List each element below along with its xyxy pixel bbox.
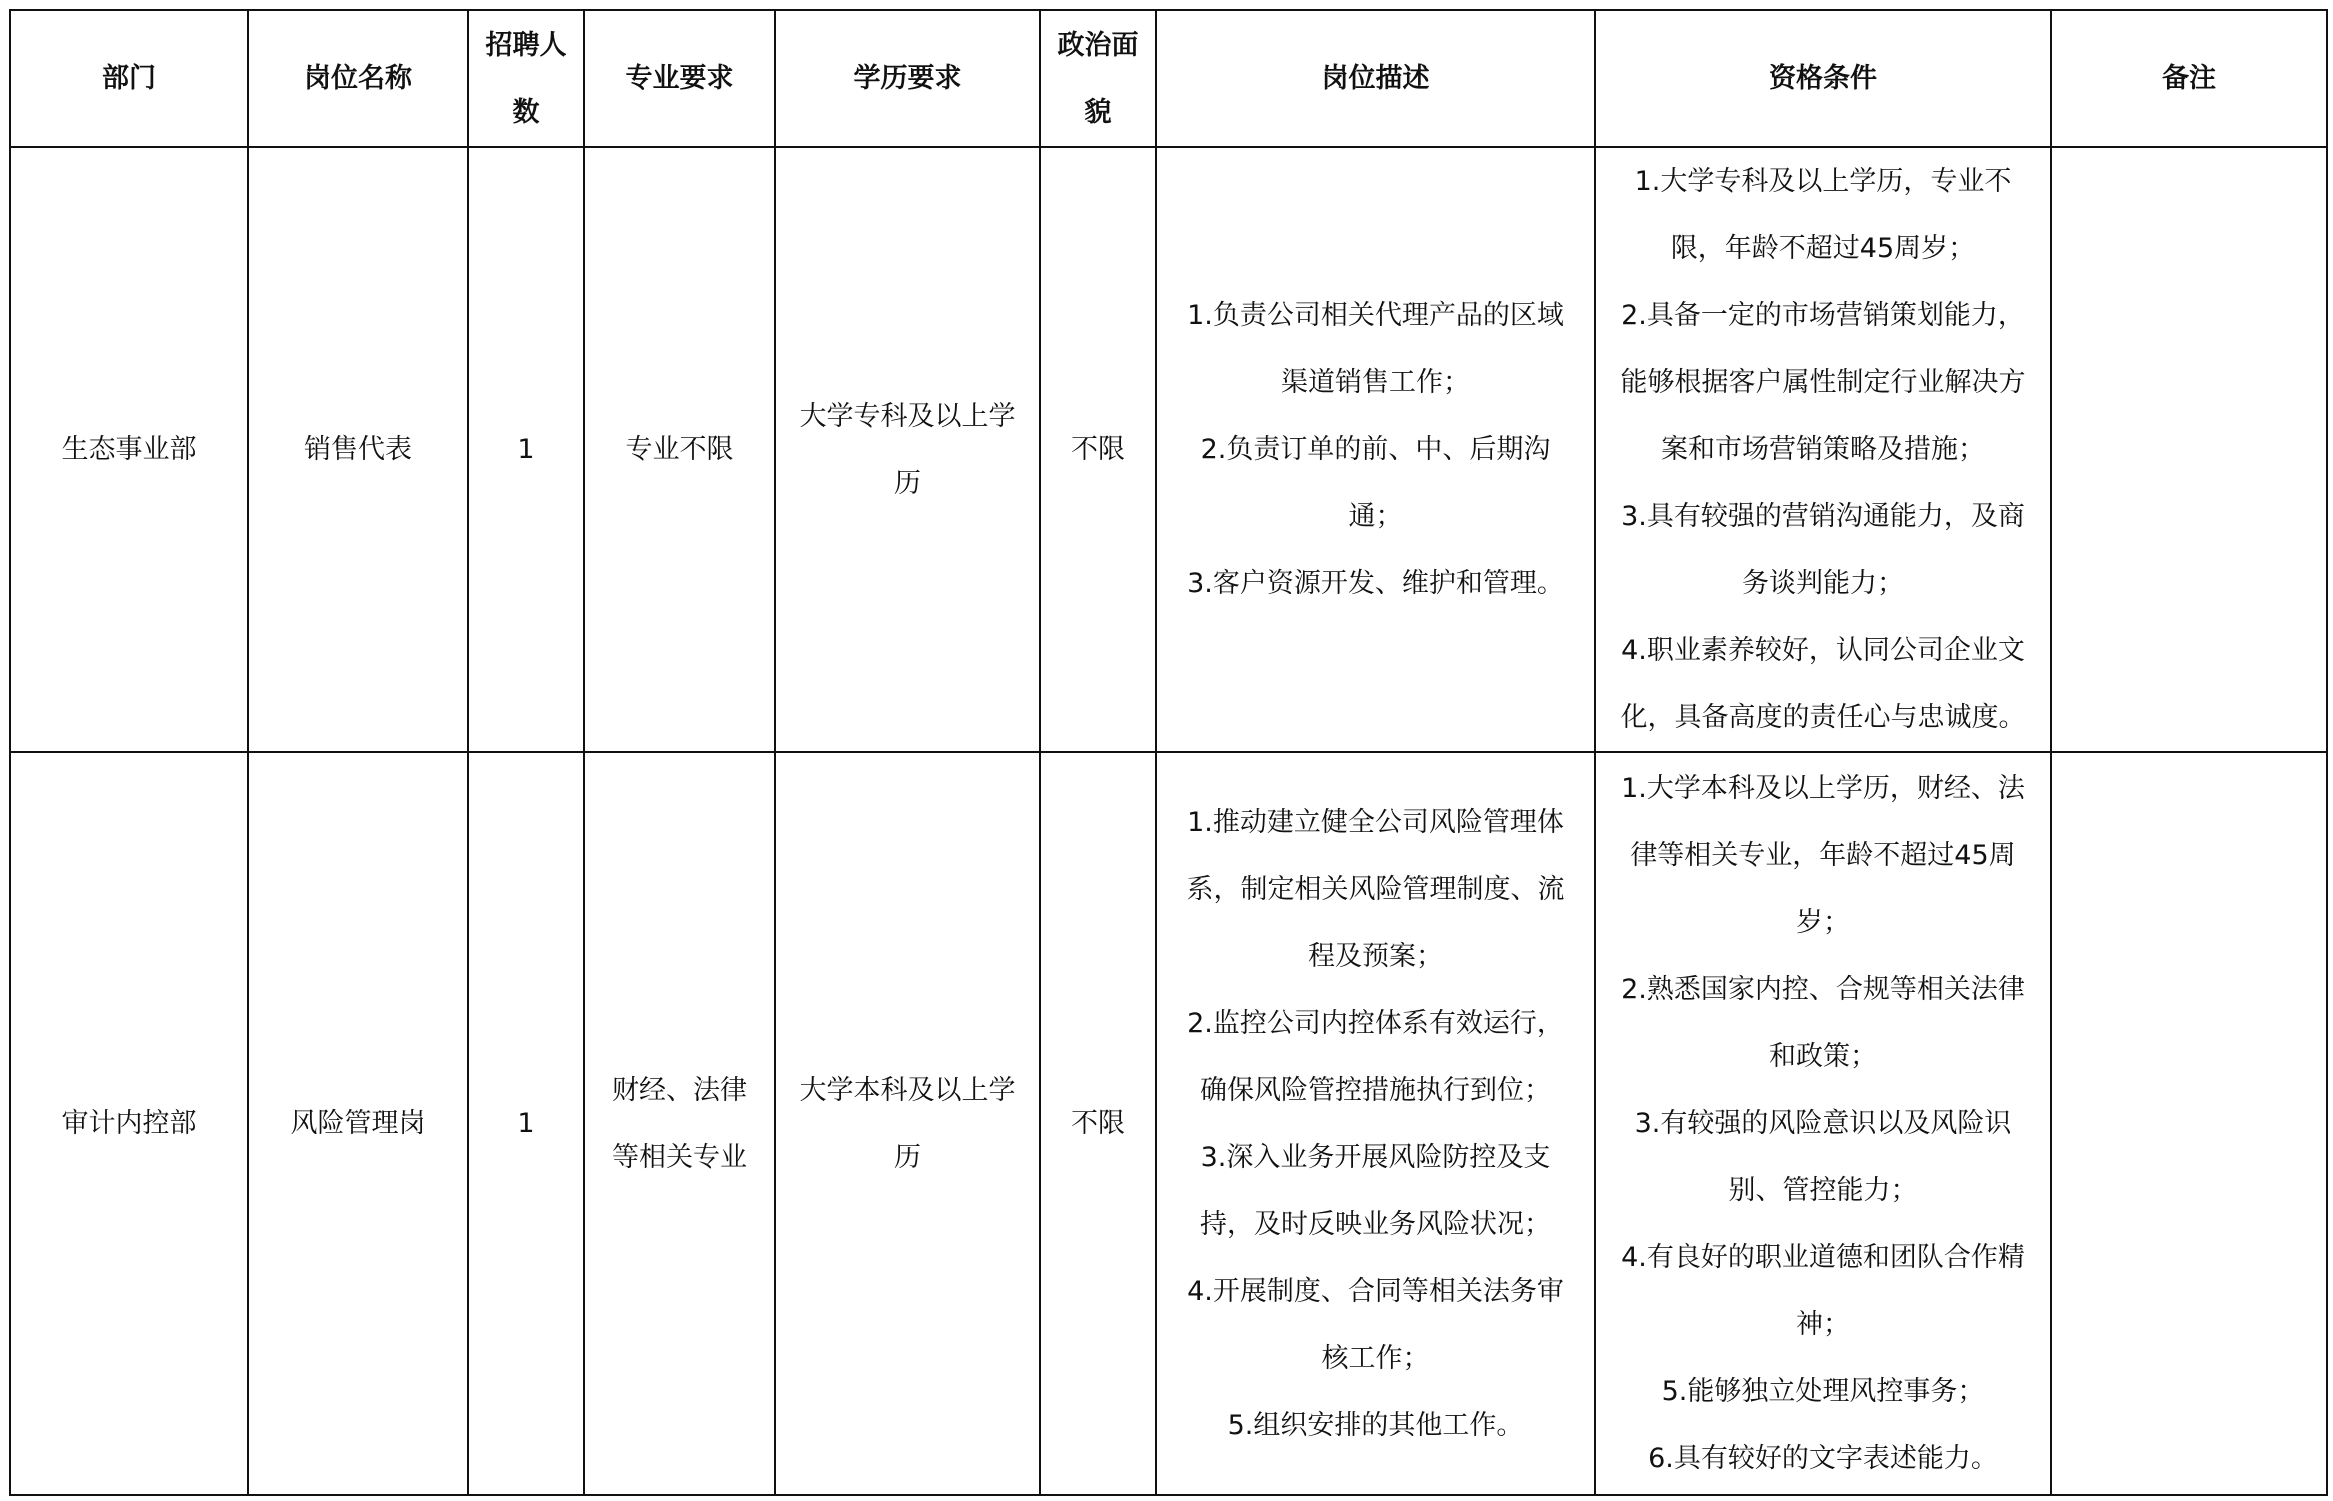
cell-text-line: 1.大学专科及以上学历，专业不 bbox=[1634, 166, 2012, 197]
cell-text-line: 4.有良好的职业道德和团队合作精 bbox=[1621, 1242, 2025, 1273]
cell-text-line: 4.职业素养较好，认同公司企业文 bbox=[1621, 635, 2025, 666]
cell-text-line: 审计内控部 bbox=[61, 1108, 197, 1139]
cell-major bbox=[584, 147, 775, 752]
cell-text-line: 财经、法律 bbox=[612, 1074, 747, 1106]
cell-qualifications bbox=[1595, 752, 2051, 1495]
cell-text-line: 通； bbox=[1348, 501, 1403, 532]
cell-text-line: 生态事业部 bbox=[61, 434, 197, 465]
cell-text-line: 备注 bbox=[2162, 63, 2216, 94]
cell-text-line: 专业不限 bbox=[625, 434, 734, 465]
cell-text-line: 政治面 bbox=[1057, 29, 1139, 61]
cell-political-status bbox=[1040, 752, 1156, 1495]
cell-text-line: 律等相关专业，年龄不超过45周 bbox=[1630, 840, 2016, 871]
cell-text-line: 岗位描述 bbox=[1321, 63, 1430, 94]
header-education bbox=[775, 10, 1040, 147]
cell-text-line: 2.熟悉国家内控、合规等相关法律 bbox=[1621, 974, 2025, 1005]
header-major bbox=[584, 10, 775, 147]
cell-headcount bbox=[468, 147, 584, 752]
table-row bbox=[10, 147, 2327, 752]
cell-text-line: 核工作； bbox=[1321, 1342, 1430, 1374]
header-remarks bbox=[2051, 10, 2327, 147]
cell-text-line: 3.具有较强的营销沟通能力，及商 bbox=[1621, 501, 2025, 532]
cell-text-line: 能够根据客户属性制定行业解决方 bbox=[1620, 367, 2026, 398]
cell-education bbox=[775, 752, 1040, 1495]
cell-department bbox=[10, 752, 248, 1495]
cell-text-line: 系，制定相关风险管理制度、流 bbox=[1186, 873, 1565, 905]
cell-text-line: 和政策； bbox=[1769, 1041, 1877, 1072]
cell-text-line: 5.能够独立处理风控事务； bbox=[1661, 1376, 1985, 1407]
cell-remarks bbox=[2051, 147, 2327, 752]
cell-text-line: 别、管控能力； bbox=[1728, 1175, 1918, 1206]
cell-text-line: 大学专科及以上学 bbox=[799, 400, 1016, 432]
cell-text-line: 2.负责订单的前、中、后期沟 bbox=[1200, 434, 1551, 465]
cell-text-line: 务谈判能力； bbox=[1742, 568, 1904, 599]
cell-education bbox=[775, 147, 1040, 752]
cell-text-line: 大学本科及以上学 bbox=[799, 1074, 1016, 1106]
header-row bbox=[10, 10, 2327, 147]
cell-text-line: 限，年龄不超过45周岁； bbox=[1670, 233, 1976, 264]
header-job-description bbox=[1156, 10, 1595, 147]
cell-text-line: 资格条件 bbox=[1769, 63, 1877, 94]
cell-text-line: 部门 bbox=[102, 63, 156, 94]
cell-text-line: 化，具备高度的责任心与忠诚度。 bbox=[1620, 702, 2026, 733]
cell-text-line: 数 bbox=[512, 96, 540, 128]
header-qualifications bbox=[1595, 10, 2051, 147]
cell-text-line: 招聘人 bbox=[485, 29, 567, 61]
cell-text-line: 确保风险管控措施执行到位； bbox=[1200, 1074, 1551, 1106]
cell-position bbox=[248, 752, 468, 1495]
header-position bbox=[248, 10, 468, 147]
cell-qualifications bbox=[1595, 147, 2051, 752]
cell-text-line: 专业要求 bbox=[625, 63, 734, 94]
cell-text-line: 1 bbox=[517, 1108, 535, 1139]
cell-text-line: 不限 bbox=[1071, 1108, 1125, 1139]
cell-department bbox=[10, 147, 248, 752]
cell-text-line: 6.具有较好的文字表述能力。 bbox=[1648, 1443, 1998, 1474]
cell-text-line: 2.具备一定的市场营销策划能力， bbox=[1621, 300, 2025, 331]
cell-text-line: 案和市场营销策略及措施； bbox=[1661, 434, 1985, 465]
cell-text-line: 岗位名称 bbox=[304, 63, 412, 94]
cell-text-line: 4.开展制度、合同等相关法务审 bbox=[1187, 1275, 1564, 1307]
cell-position bbox=[248, 147, 468, 752]
cell-text-line: 风险管理岗 bbox=[290, 1108, 426, 1139]
cell-text-line: 3.深入业务开展风险防控及支 bbox=[1200, 1141, 1551, 1173]
cell-text-line: 等相关专业 bbox=[612, 1141, 747, 1173]
header-department bbox=[10, 10, 248, 147]
cell-political-status bbox=[1040, 147, 1156, 752]
cell-text-line: 1.负责公司相关代理产品的区域 bbox=[1187, 300, 1564, 331]
cell-remarks bbox=[2051, 752, 2327, 1495]
table-row bbox=[10, 752, 2327, 1495]
cell-text-line: 岁； bbox=[1796, 907, 1850, 938]
cell-text-line: 貌 bbox=[1084, 96, 1112, 128]
cell-text-line: 历 bbox=[894, 467, 921, 499]
cell-headcount bbox=[468, 752, 584, 1495]
cell-text-line: 神； bbox=[1796, 1309, 1850, 1340]
cell-major bbox=[584, 752, 775, 1495]
cell-text-line: 1.推动建立健全公司风险管理体 bbox=[1187, 806, 1564, 838]
cell-text-line: 3.有较强的风险意识以及风险识 bbox=[1634, 1108, 2012, 1139]
cell-text-line: 渠道销售工作； bbox=[1281, 367, 1470, 398]
cell-text-line: 历 bbox=[894, 1141, 921, 1173]
cell-text-line: 不限 bbox=[1071, 434, 1125, 465]
cell-text-line: 3.客户资源开发、维护和管理。 bbox=[1187, 568, 1564, 599]
cell-text-line: 5.组织安排的其他工作。 bbox=[1227, 1409, 1524, 1441]
cell-text-line: 1 bbox=[517, 434, 535, 465]
cell-text-line: 1.大学本科及以上学历，财经、法 bbox=[1621, 773, 2025, 804]
cell-text-line: 销售代表 bbox=[304, 434, 412, 465]
header-headcount bbox=[468, 10, 584, 147]
cell-text-line: 持，及时反映业务风险状况； bbox=[1200, 1208, 1551, 1240]
cell-text-line: 2.监控公司内控体系有效运行， bbox=[1187, 1007, 1564, 1039]
header-political-status bbox=[1040, 10, 1156, 147]
recruitment-table bbox=[9, 9, 2328, 1496]
cell-job-description bbox=[1156, 752, 1595, 1495]
cell-job-description bbox=[1156, 147, 1595, 752]
cell-text-line: 程及预案； bbox=[1308, 940, 1443, 972]
cell-text-line: 学历要求 bbox=[853, 63, 962, 94]
